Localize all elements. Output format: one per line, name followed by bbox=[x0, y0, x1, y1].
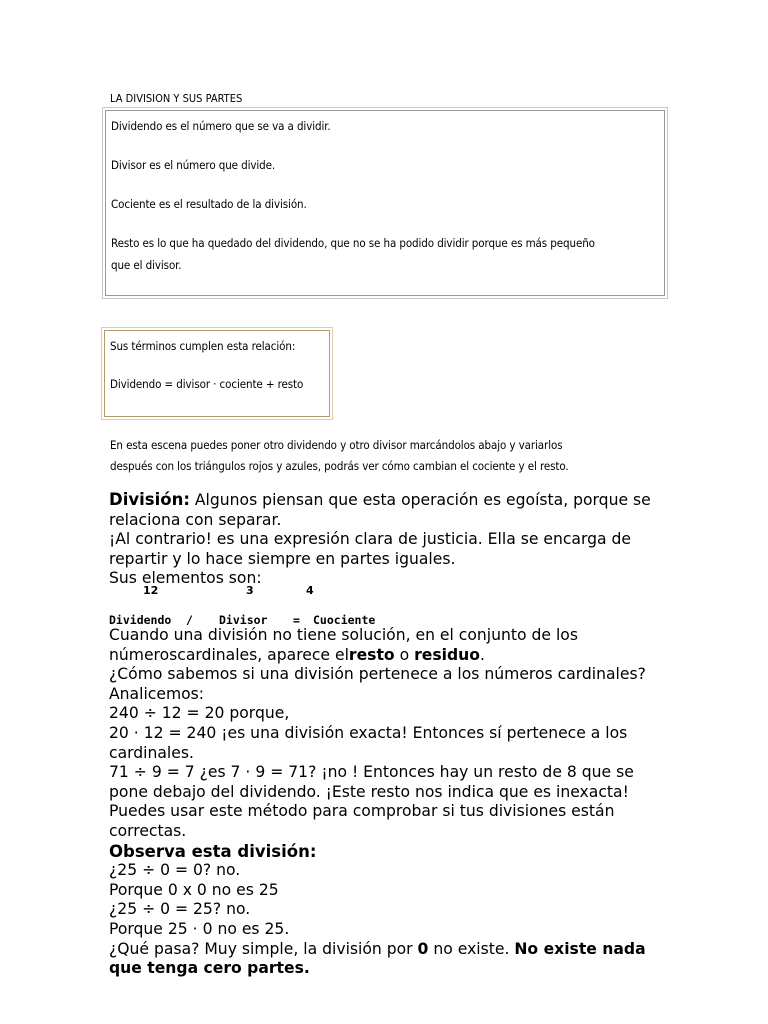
definition-resto-cont: que el divisor. bbox=[111, 258, 182, 272]
definition-cociente: Cociente es el resultado de la división. bbox=[111, 197, 307, 211]
zero-answer-2: Porque 25 · 0 no es 25. bbox=[109, 919, 290, 938]
page-title: LA DIVISION Y SUS PARTES bbox=[110, 92, 243, 105]
definitions-box bbox=[105, 110, 665, 296]
residuo-word: residuo bbox=[414, 645, 480, 664]
relation-intro: Sus términos cumplen esta relación: bbox=[110, 339, 296, 353]
term-equals: = bbox=[293, 613, 300, 627]
example-quotient-value: 4 bbox=[306, 584, 314, 597]
term-dividendo: Dividendo bbox=[109, 613, 172, 627]
scene-line-1: En esta escena puedes poner otro dividendo y otro divisor marcándolos abajo y variarlos bbox=[110, 438, 563, 452]
body-text bbox=[109, 626, 669, 979]
definition-resto: Resto es lo que ha quedado del dividendo, que no se ha podido dividir porque es más pequeño bbox=[111, 236, 595, 250]
example-exact-2: 20 · 12 = 240 ¡es una división exacta! Entonces sí pertenece a los cardinales. bbox=[109, 723, 628, 762]
zero-question-2: ¿25 ÷ 0 = 25? no. bbox=[109, 900, 251, 919]
definition-dividendo: Dividendo es el número que se va a dividir. bbox=[111, 119, 331, 133]
conclusion-paragraph: ¿Qué pasa? Muy simple, la división por 0 no existe. No existe nada que tenga cero partes. bbox=[109, 939, 646, 978]
term-divisor: Divisor bbox=[219, 613, 268, 627]
zero-question-1: ¿25 ÷ 0 = 0? no. bbox=[109, 861, 241, 880]
example-divisor-value: 3 bbox=[246, 584, 254, 597]
remainder-paragraph: Cuando una división no tiene solución, en el conjunto de los númeroscardinales, aparece elresto o residuo. bbox=[109, 626, 578, 664]
division-intro-paragraph bbox=[109, 490, 669, 530]
definition-divisor: Divisor es el número que divide. bbox=[111, 158, 276, 172]
no-existe-bold: No existe nada que tenga cero partes. bbox=[109, 939, 646, 978]
scene-instructions bbox=[110, 435, 670, 477]
elements-intro: Sus elementos son: bbox=[109, 569, 262, 588]
term-slash: / bbox=[186, 613, 193, 627]
resto-word: resto bbox=[348, 645, 395, 664]
relation-formula: Dividendo = divisor · cociente + resto bbox=[110, 377, 304, 391]
relation-box bbox=[104, 330, 330, 417]
example-exact-1: 240 ÷ 12 = 20 porque, bbox=[109, 704, 290, 723]
term-cuociente: Cuociente bbox=[313, 613, 376, 627]
observe-heading: Observa esta división: bbox=[109, 841, 317, 861]
example-dividend-value: 12 bbox=[143, 584, 159, 597]
division-label: División: bbox=[109, 490, 190, 509]
division-justice-text: ¡Al contrario! es una expresión clara de justicia. Ella se encarga de repartir y lo hace siempre en partes iguales. bbox=[109, 530, 632, 568]
zero-answer-1: Porque 0 x 0 no es 25 bbox=[109, 880, 279, 899]
zero-bold: 0 bbox=[417, 939, 429, 958]
question-paragraph: ¿Cómo sabemos si una división pertenece a los números cardinales? Analicemos: bbox=[109, 665, 646, 703]
example-inexact: 71 ÷ 9 = 7 ¿es 7 · 9 = 71? ¡no ! Entonces hay un resto de 8 que se pone debajo del dividendo. ¡Este resto nos indica que es inexacta! Puedes usar este método para comprobar si tus divisiones están correctas. bbox=[109, 763, 634, 840]
scene-line-2: después con los triángulos rojos y azules, podrás ver cómo cambian el cociente y el resto. bbox=[110, 459, 569, 473]
division-intro-text: Algunos piensan que esta operación es egoísta, porque se relaciona con separar. bbox=[109, 491, 651, 529]
division-intro bbox=[109, 490, 669, 589]
